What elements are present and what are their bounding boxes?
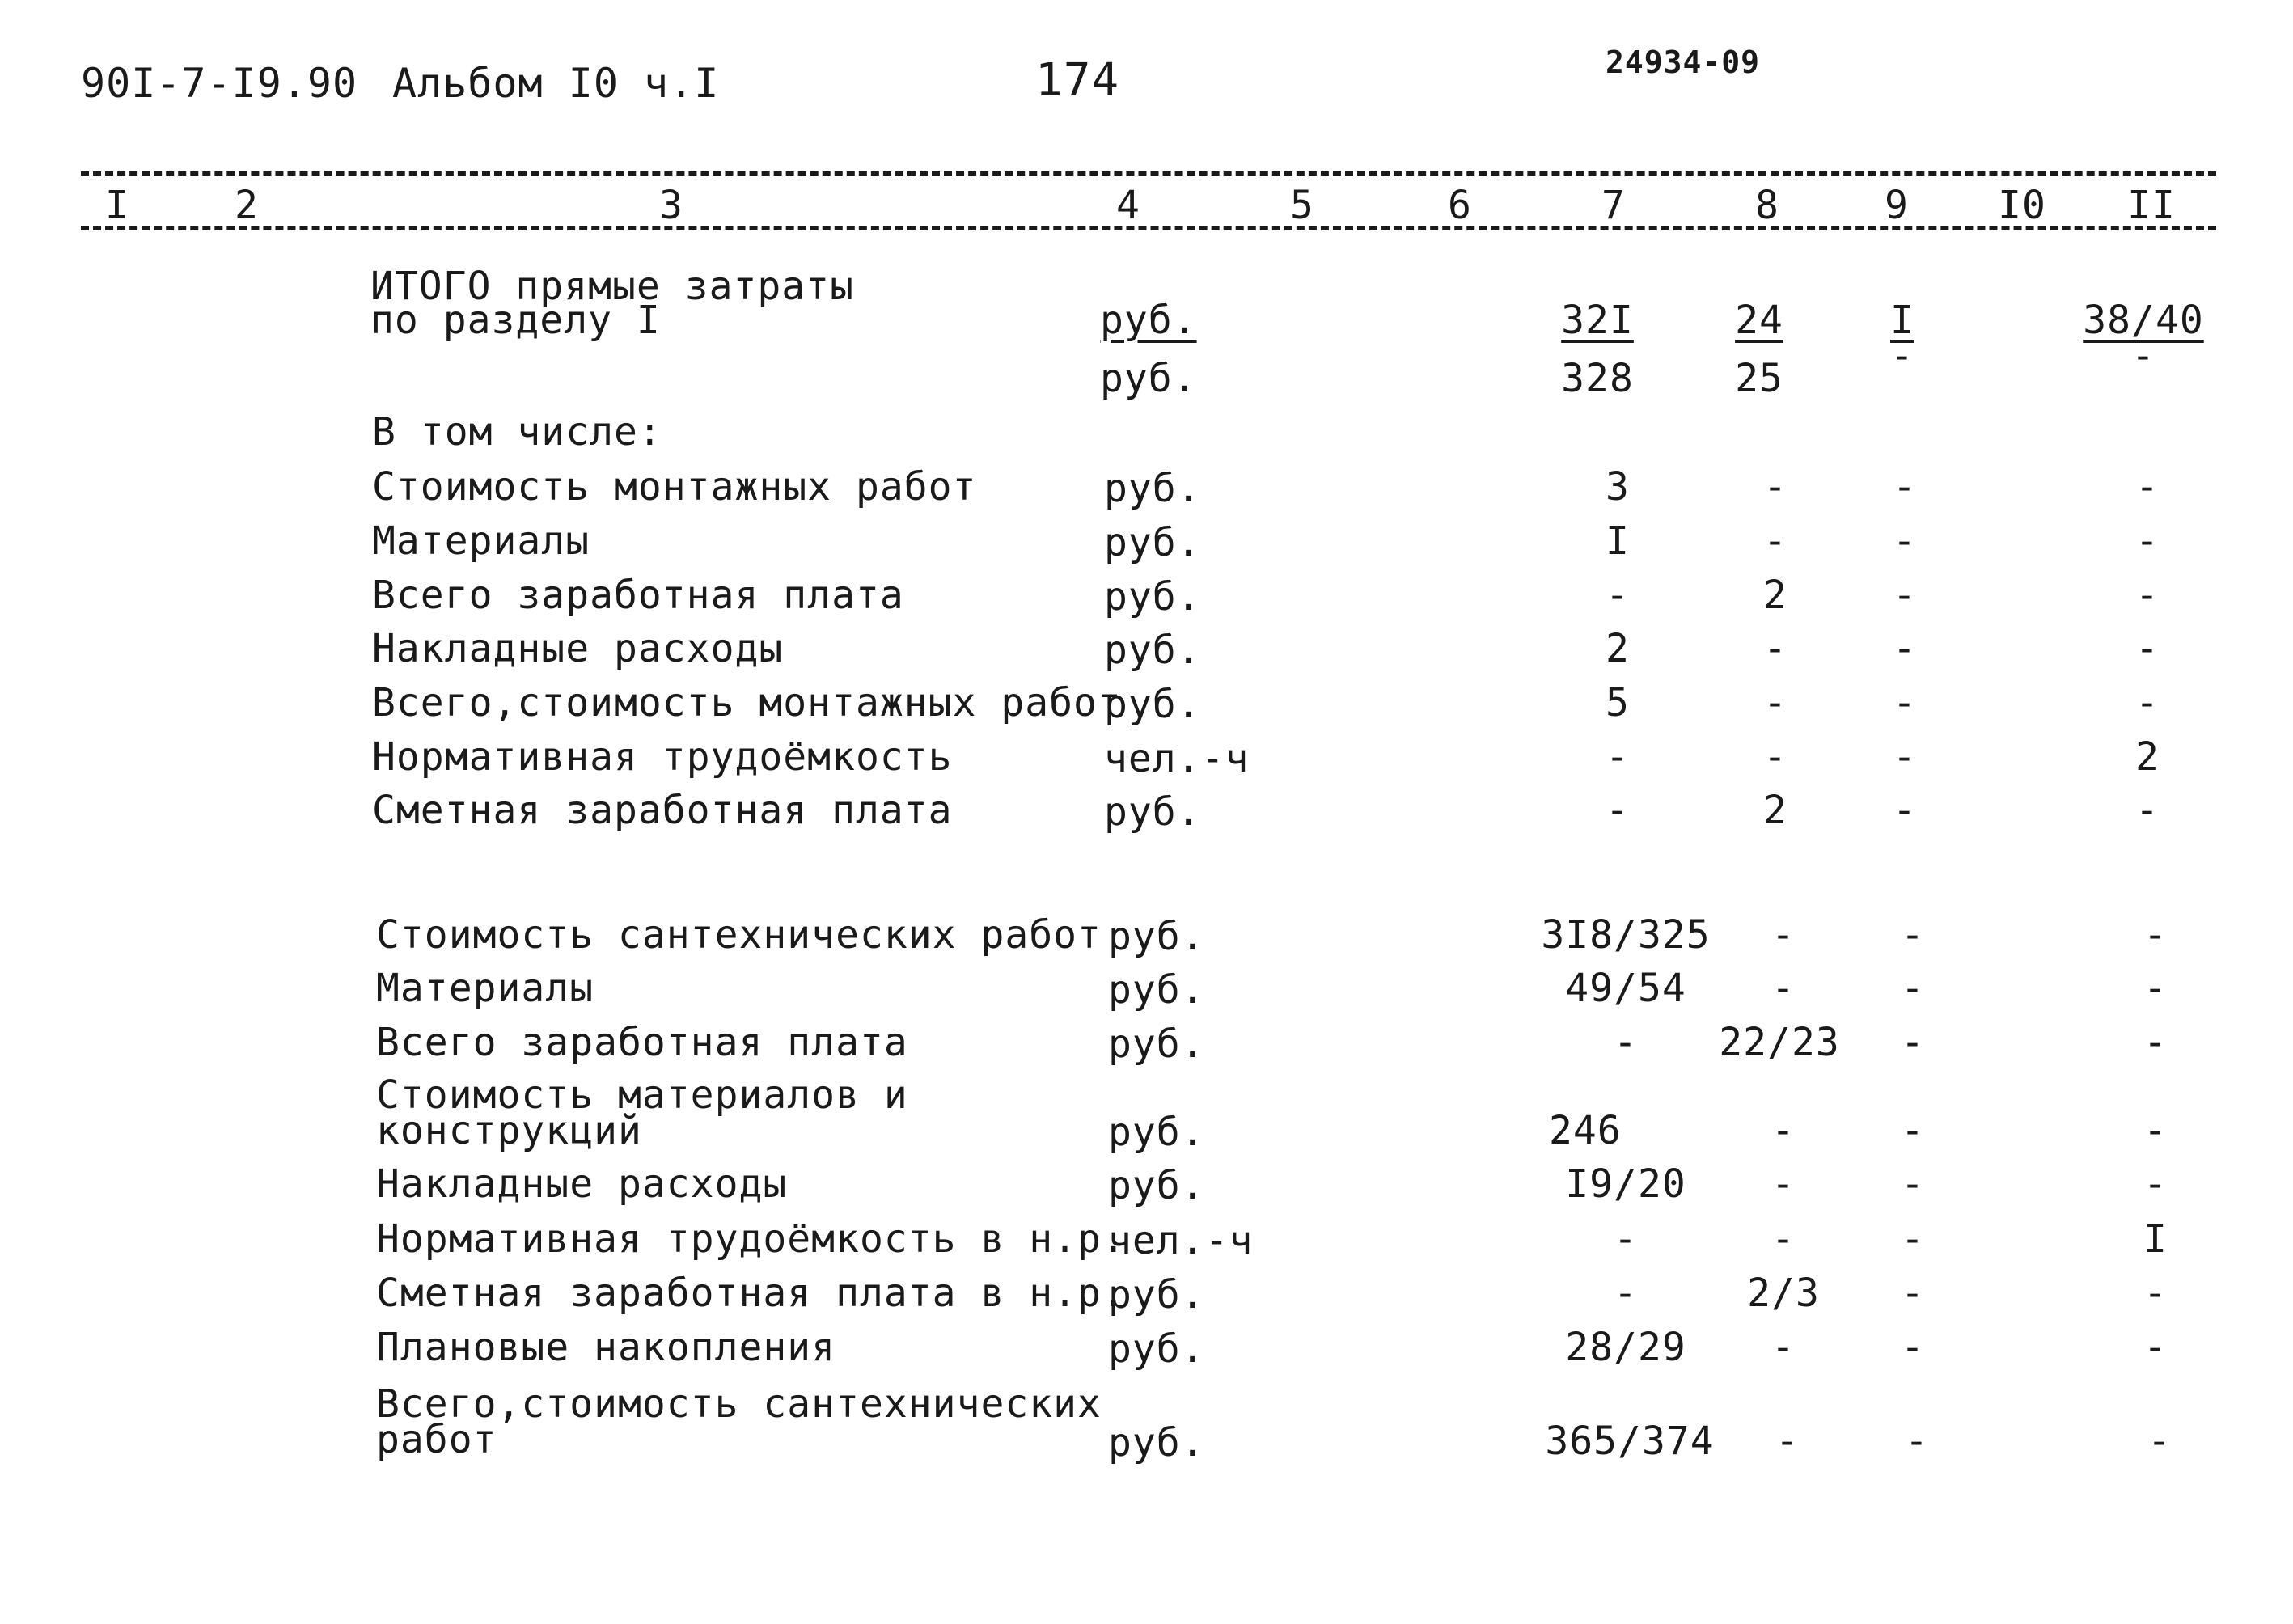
column-header: I0 [1998, 183, 2046, 228]
row-name: Накладные расходы [376, 1161, 788, 1207]
row-col7: 28/29 [1565, 1325, 1686, 1370]
row-col7: 2 [1606, 626, 1630, 671]
row-col7: 365/374 [1545, 1419, 1715, 1464]
row-col7: 3 [1606, 464, 1630, 510]
total-unit-top: руб. [1100, 298, 1197, 343]
row-name: Всего,стоимость сантехнических [376, 1381, 1102, 1427]
row-col9: - [1893, 680, 1917, 725]
row-col7: 246 [1549, 1108, 1622, 1153]
row-name: Стоимость сантехнических работ [376, 912, 1102, 958]
row-col8: - [1763, 734, 1787, 780]
row-col11: - [2135, 464, 2160, 510]
row-name: Всего,стоимость монтажных работ [372, 680, 1122, 725]
row-col11: - [2135, 626, 2160, 671]
row-col7: I9/20 [1565, 1161, 1686, 1207]
row-name: Материалы [372, 518, 590, 564]
row-unit: руб. [1104, 466, 1201, 511]
row-col7: 49/54 [1565, 966, 1686, 1011]
row-col8: - [1775, 1419, 1800, 1464]
row-name-continued: конструкций [376, 1108, 642, 1153]
row-col11: - [2135, 680, 2160, 725]
page-number: 174 [1035, 54, 1120, 107]
row-col9: - [1901, 1020, 1925, 1065]
document-code: 90I-7-I9.90 [81, 60, 358, 107]
row-col11: - [2143, 1020, 2168, 1065]
row-col9: - [1893, 464, 1917, 510]
row-name: Материалы [376, 966, 594, 1011]
total-col8-bottom: 25 [1735, 356, 1783, 401]
row-col7: I [1606, 518, 1630, 564]
row-col9: - [1893, 734, 1917, 780]
row-col8: - [1763, 680, 1787, 725]
row-col9: - [1893, 518, 1917, 564]
total-unit-bottom: руб. [1100, 356, 1197, 401]
row-col11: - [2143, 966, 2168, 1011]
row-col7: - [1606, 788, 1630, 833]
row-col11: - [2135, 573, 2160, 618]
row-col11: - [2143, 1325, 2168, 1370]
row-unit: руб. [1104, 682, 1201, 727]
column-header: II [2127, 183, 2176, 228]
row-col8: 2 [1763, 573, 1787, 618]
total-col8-top: 24 [1735, 298, 1783, 343]
row-col8: - [1771, 1161, 1796, 1207]
total-col9-bottom: - [1890, 333, 1914, 379]
header-top-divider [81, 171, 2216, 176]
row-unit: руб. [1108, 1021, 1205, 1067]
column-header: 7 [1601, 183, 1626, 228]
row-unit: чел.-ч [1104, 736, 1250, 781]
row-col11: - [2143, 1161, 2168, 1207]
row-col9: - [1901, 1325, 1925, 1370]
row-col11: - [2135, 788, 2160, 833]
total-col11-bottom: - [2131, 333, 2156, 379]
row-col11: - [2147, 1419, 2172, 1464]
row-name-continued: работ [376, 1417, 497, 1462]
row-col9: - [1893, 626, 1917, 671]
row-col11: 2 [2135, 734, 2160, 780]
row-col8: 2 [1763, 788, 1787, 833]
row-unit: руб. [1104, 628, 1201, 673]
row-col7: 3I8/325 [1541, 912, 1711, 958]
row-unit: руб. [1108, 914, 1205, 959]
column-header: 4 [1116, 183, 1140, 228]
row-col8: 2/3 [1747, 1271, 1820, 1316]
row-col11: - [2143, 912, 2168, 958]
row-unit: руб. [1104, 520, 1201, 565]
row-col7: - [1606, 573, 1630, 618]
column-header: 8 [1755, 183, 1779, 228]
row-unit: руб. [1108, 1326, 1205, 1372]
column-header: 6 [1448, 183, 1472, 228]
row-name: Нормативная трудоёмкость [372, 734, 953, 780]
row-unit: руб. [1104, 574, 1201, 620]
row-col9: - [1905, 1419, 1929, 1464]
column-header: I [105, 183, 129, 228]
column-header: 2 [235, 183, 259, 228]
row-col9: - [1901, 966, 1925, 1011]
row-col9: - [1901, 1108, 1925, 1153]
row-col9: - [1901, 1161, 1925, 1207]
total-col7-top: 32I [1561, 298, 1634, 343]
total-label-line2: по разделу I [370, 298, 661, 343]
row-name: Накладные расходы [372, 626, 784, 671]
row-col8: - [1763, 626, 1787, 671]
row-col7: - [1606, 734, 1630, 780]
row-col8: 22/23 [1719, 1020, 1840, 1065]
row-col9: - [1893, 573, 1917, 618]
row-col8: - [1763, 518, 1787, 564]
total-col11-top: 38/40 [2083, 298, 2204, 343]
row-name: Стоимость материалов и [376, 1072, 908, 1118]
column-header: 3 [659, 183, 683, 228]
row-name: Всего заработная плата [376, 1020, 908, 1065]
row-unit: руб. [1108, 1163, 1205, 1208]
row-col8: - [1771, 912, 1796, 958]
row-col7: - [1614, 1020, 1638, 1065]
row-name: Плановые накопления [376, 1325, 836, 1370]
total-label-line1: ИТОГО прямые затраты [370, 264, 854, 309]
column-header: 5 [1290, 183, 1314, 228]
total-col7-bottom: 328 [1561, 356, 1634, 401]
row-col9: - [1893, 788, 1917, 833]
row-col8: - [1771, 1108, 1796, 1153]
row-col8: - [1771, 966, 1796, 1011]
row-col7: - [1614, 1216, 1638, 1262]
row-unit: руб. [1108, 1272, 1205, 1317]
total-col9-top: I [1890, 298, 1914, 343]
including-label: В том числе: [372, 409, 662, 455]
row-name: Сметная заработная плата [372, 788, 953, 833]
row-unit: руб. [1104, 789, 1201, 835]
row-col9: - [1901, 912, 1925, 958]
row-col9: - [1901, 1216, 1925, 1262]
row-col9: - [1901, 1271, 1925, 1316]
row-name: Нормативная трудоёмкость в н.р. [376, 1216, 1126, 1262]
row-col11: - [2135, 518, 2160, 564]
row-col11: - [2143, 1108, 2168, 1153]
column-header: 9 [1885, 183, 1909, 228]
row-unit: руб. [1108, 1110, 1205, 1155]
row-col8: - [1763, 464, 1787, 510]
row-name: Всего заработная плата [372, 573, 904, 618]
row-col7: 5 [1606, 680, 1630, 725]
row-unit: руб. [1108, 967, 1205, 1013]
row-unit: чел.-ч [1108, 1218, 1254, 1263]
row-unit: руб. [1108, 1420, 1205, 1465]
row-col11: - [2143, 1271, 2168, 1316]
row-col8: - [1771, 1325, 1796, 1370]
row-name: Стоимость монтажных работ [372, 464, 977, 510]
registration-stamp: 24934-09 [1606, 44, 1761, 80]
row-col8: - [1771, 1216, 1796, 1262]
row-col11: I [2143, 1216, 2168, 1262]
row-name: Сметная заработная плата в н.р. [376, 1271, 1126, 1316]
album-label: Альбом I0 ч.I [392, 60, 720, 107]
row-col7: - [1614, 1271, 1638, 1316]
